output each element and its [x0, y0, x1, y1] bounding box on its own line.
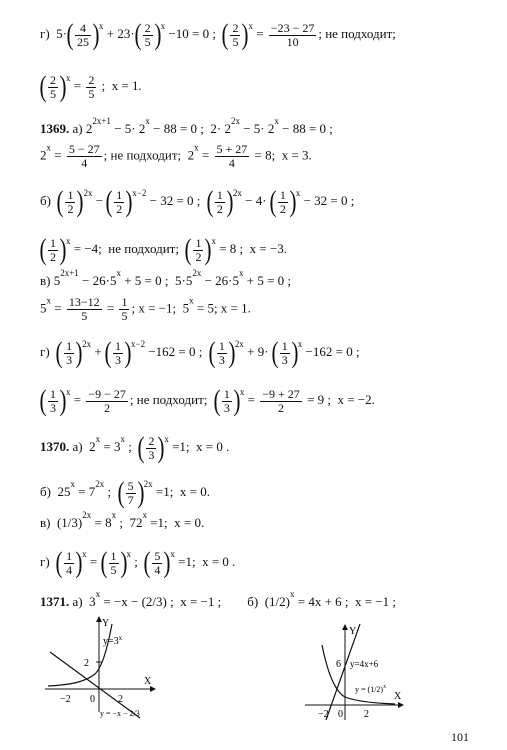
tick-x-2: 2 — [364, 709, 369, 720]
fraction: $\frac{1}{2}$ — [67, 187, 74, 216]
x-axis-label: X — [394, 691, 402, 702]
problem-1371: 1371. а) $3^x = -x - (2/3)$ ; x = −1 ; б) $(1/2)^x = 4x + 6$ ; x = −1 ; — [40, 589, 397, 609]
fraction: $\frac{1}{3}$ — [50, 386, 56, 415]
fraction: $\frac{2}{5}$ — [144, 20, 151, 49]
x-axis-label: X — [144, 676, 152, 687]
tick-x-minus-2: −2 — [318, 709, 329, 720]
fraction: $\frac{1}{2}$ — [50, 235, 56, 264]
line-10: ( $\frac{1}{3}$ )$^x$ = $\frac{-9 - 27}{2}$ ; не подходит; ( $\frac{1}{3}$ )$^x$ = $\frac{-9 + 27}{2}$ = 9 ; x = −2. — [39, 384, 375, 417]
fraction: $\frac{5}{4}$ — [154, 548, 161, 577]
fraction: $\frac{1}{3}$ — [223, 386, 230, 415]
fraction: $\frac{4}{25}$ — [77, 20, 89, 49]
fraction: $\frac{1}{5}$ — [121, 295, 128, 323]
problem-number: 1370. — [40, 438, 70, 454]
tick-x-0: 0 — [90, 694, 95, 705]
page-number: 101 — [451, 730, 469, 744]
fraction: $\frac{5 - 27}{4}$ — [68, 142, 100, 170]
fraction: $\frac{2}{5}$ — [50, 72, 56, 101]
tick-x-0: 0 — [338, 709, 343, 720]
fraction: $\frac{-9 + 27}{2}$ — [262, 386, 300, 415]
line-label: y=4x+6 — [350, 659, 379, 669]
fraction: $\frac{-23 - 27}{10}$ — [270, 20, 315, 49]
text: г) 5· — [40, 25, 67, 41]
fraction: $\frac{2}{5}$ — [232, 20, 239, 49]
problem-number: 1371. — [40, 594, 70, 609]
linear-line — [326, 624, 360, 720]
fraction: $\frac{1}{4}$ — [66, 548, 73, 577]
line-5: б) ( $\frac{1}{2}$ )$^{2x}$ − ( $\frac{1}{2}$ )$^{x-2}$ − 32 = 0 ; ( $\frac{1}{2}$ )$^{2x}$ − 4· ( $\frac{1}{2}$ )$^x$ − 32 = 0 ; — [40, 185, 355, 218]
fraction: $\frac{1}{2}$ — [279, 187, 286, 216]
problem-1370: 1370. а) $2^x = 3^x$ ; ( $\frac{2}{3}$ )$^x$ =1; x = 0 . — [40, 431, 230, 464]
y-axis-label: Y — [102, 618, 110, 629]
fraction: $\frac{2}{3}$ — [148, 433, 155, 462]
fraction: $\frac{1}{3}$ — [66, 338, 73, 367]
tick-y-2: 2 — [84, 658, 89, 669]
tick-y-6: 6 — [336, 659, 341, 670]
line-1: г) 5·( $\frac{4}{25}$ )$^x$ + 23·( $\frac{2}{5}$ )$^x$ −10 = 0 ; ( $\frac{2}{5}$ )$^x$ = $\frac{-23 - 27}{10}$ ; не подходит; — [40, 18, 396, 51]
fraction: $\frac{1}{3}$ — [281, 338, 288, 367]
fraction: $\frac{-9 - 27}{2}$ — [88, 386, 126, 415]
line-6: ( $\frac{1}{2}$ )$^x$ = −4; не подходит; ( $\frac{1}{2}$ )$^x$ = 8 ; x = −3. — [39, 233, 288, 266]
line-14: г) ( $\frac{1}{4}$ )$^x$ = ( $\frac{1}{5}$ )$^x$ ; ( $\frac{5}{4}$ )$^x$ =1; x = 0 . — [40, 546, 236, 579]
graph-1371b — [300, 620, 410, 725]
fraction: $\frac{5 + 27}{4}$ — [216, 142, 248, 170]
line-label: y = −x − 2/3 — [100, 709, 140, 718]
exp-curve — [48, 624, 112, 686]
fraction: $\frac{1}{5}$ — [110, 548, 117, 577]
fraction: $\frac{1}{3}$ — [115, 338, 122, 367]
fraction: $\frac{1}{2}$ — [195, 235, 202, 264]
fraction: $\frac{5}{7}$ — [127, 478, 134, 507]
curve-label: $y = (1/2)^x$ — [355, 684, 387, 694]
curve-label: $y=3^x$ — [103, 634, 123, 647]
fraction: $\frac{1}{2}$ — [116, 187, 123, 216]
line-13: в) $(1/3)^{2x} = 8^x$ ; $72^x =1$; x = 0. — [40, 510, 205, 530]
fraction: $\frac{2}{5}$ — [88, 72, 95, 101]
tick-x-2: 2 — [118, 694, 123, 705]
line-12: б) $25^x = 7^{2x}$ ; ( $\frac{5}{7}$ )$^{2x}$ =1; x = 0. — [40, 476, 210, 509]
tick-x-minus-2: −2 — [60, 694, 71, 705]
exp-curve — [322, 645, 395, 704]
x-axis-arrow — [398, 702, 404, 708]
problem-1369: 1369. а) $2^{2x+1} - 5\cdot 2^x - 88 = 0$ ; $2\cdot 2^{2x} - 5\cdot 2^x - 88 = 0$ ; — [40, 116, 333, 136]
line-9: г) ( $\frac{1}{3}$ )$^{2x}$ + ( $\frac{1}{3}$ )$^{x-2}$ −162 = 0 ; ( $\frac{1}{3}$ )$^{2x}$ + 9· ( $\frac{1}{3}$ )$^x$ −162 = 0 ; — [40, 336, 360, 369]
graph-1371a — [40, 612, 175, 722]
fraction: $\frac{1}{2}$ — [216, 187, 223, 216]
line-8: $5^x$ = $\frac{13-12}{5}$ = $\frac{1}{5}$ ; x = −1; $5^x = 5$; x = 1. — [40, 295, 251, 323]
y-axis-label: Y — [349, 626, 357, 637]
line-7: в) $5^{2x+1} - 26\cdot 5^x + 5 = 0$ ; $5\cdot 5^{2x} - 26\cdot 5^x + 5 = 0$ ; — [40, 268, 292, 288]
problem-number: 1369. — [40, 121, 70, 136]
y-axis-arrow — [342, 624, 348, 630]
fraction: $\frac{1}{3}$ — [218, 338, 225, 367]
line-4: $2^x$ = $\frac{5 - 27}{4}$ ; не подходит; $2^x$ = $\frac{5 + 27}{4}$ = 8; x = 3. — [40, 142, 312, 170]
fraction: $\frac{13-12}{5}$ — [68, 295, 100, 323]
line-2: ( $\frac{2}{5}$ )$^x$ = $\frac{2}{5}$ ; x = 1. — [39, 70, 142, 103]
